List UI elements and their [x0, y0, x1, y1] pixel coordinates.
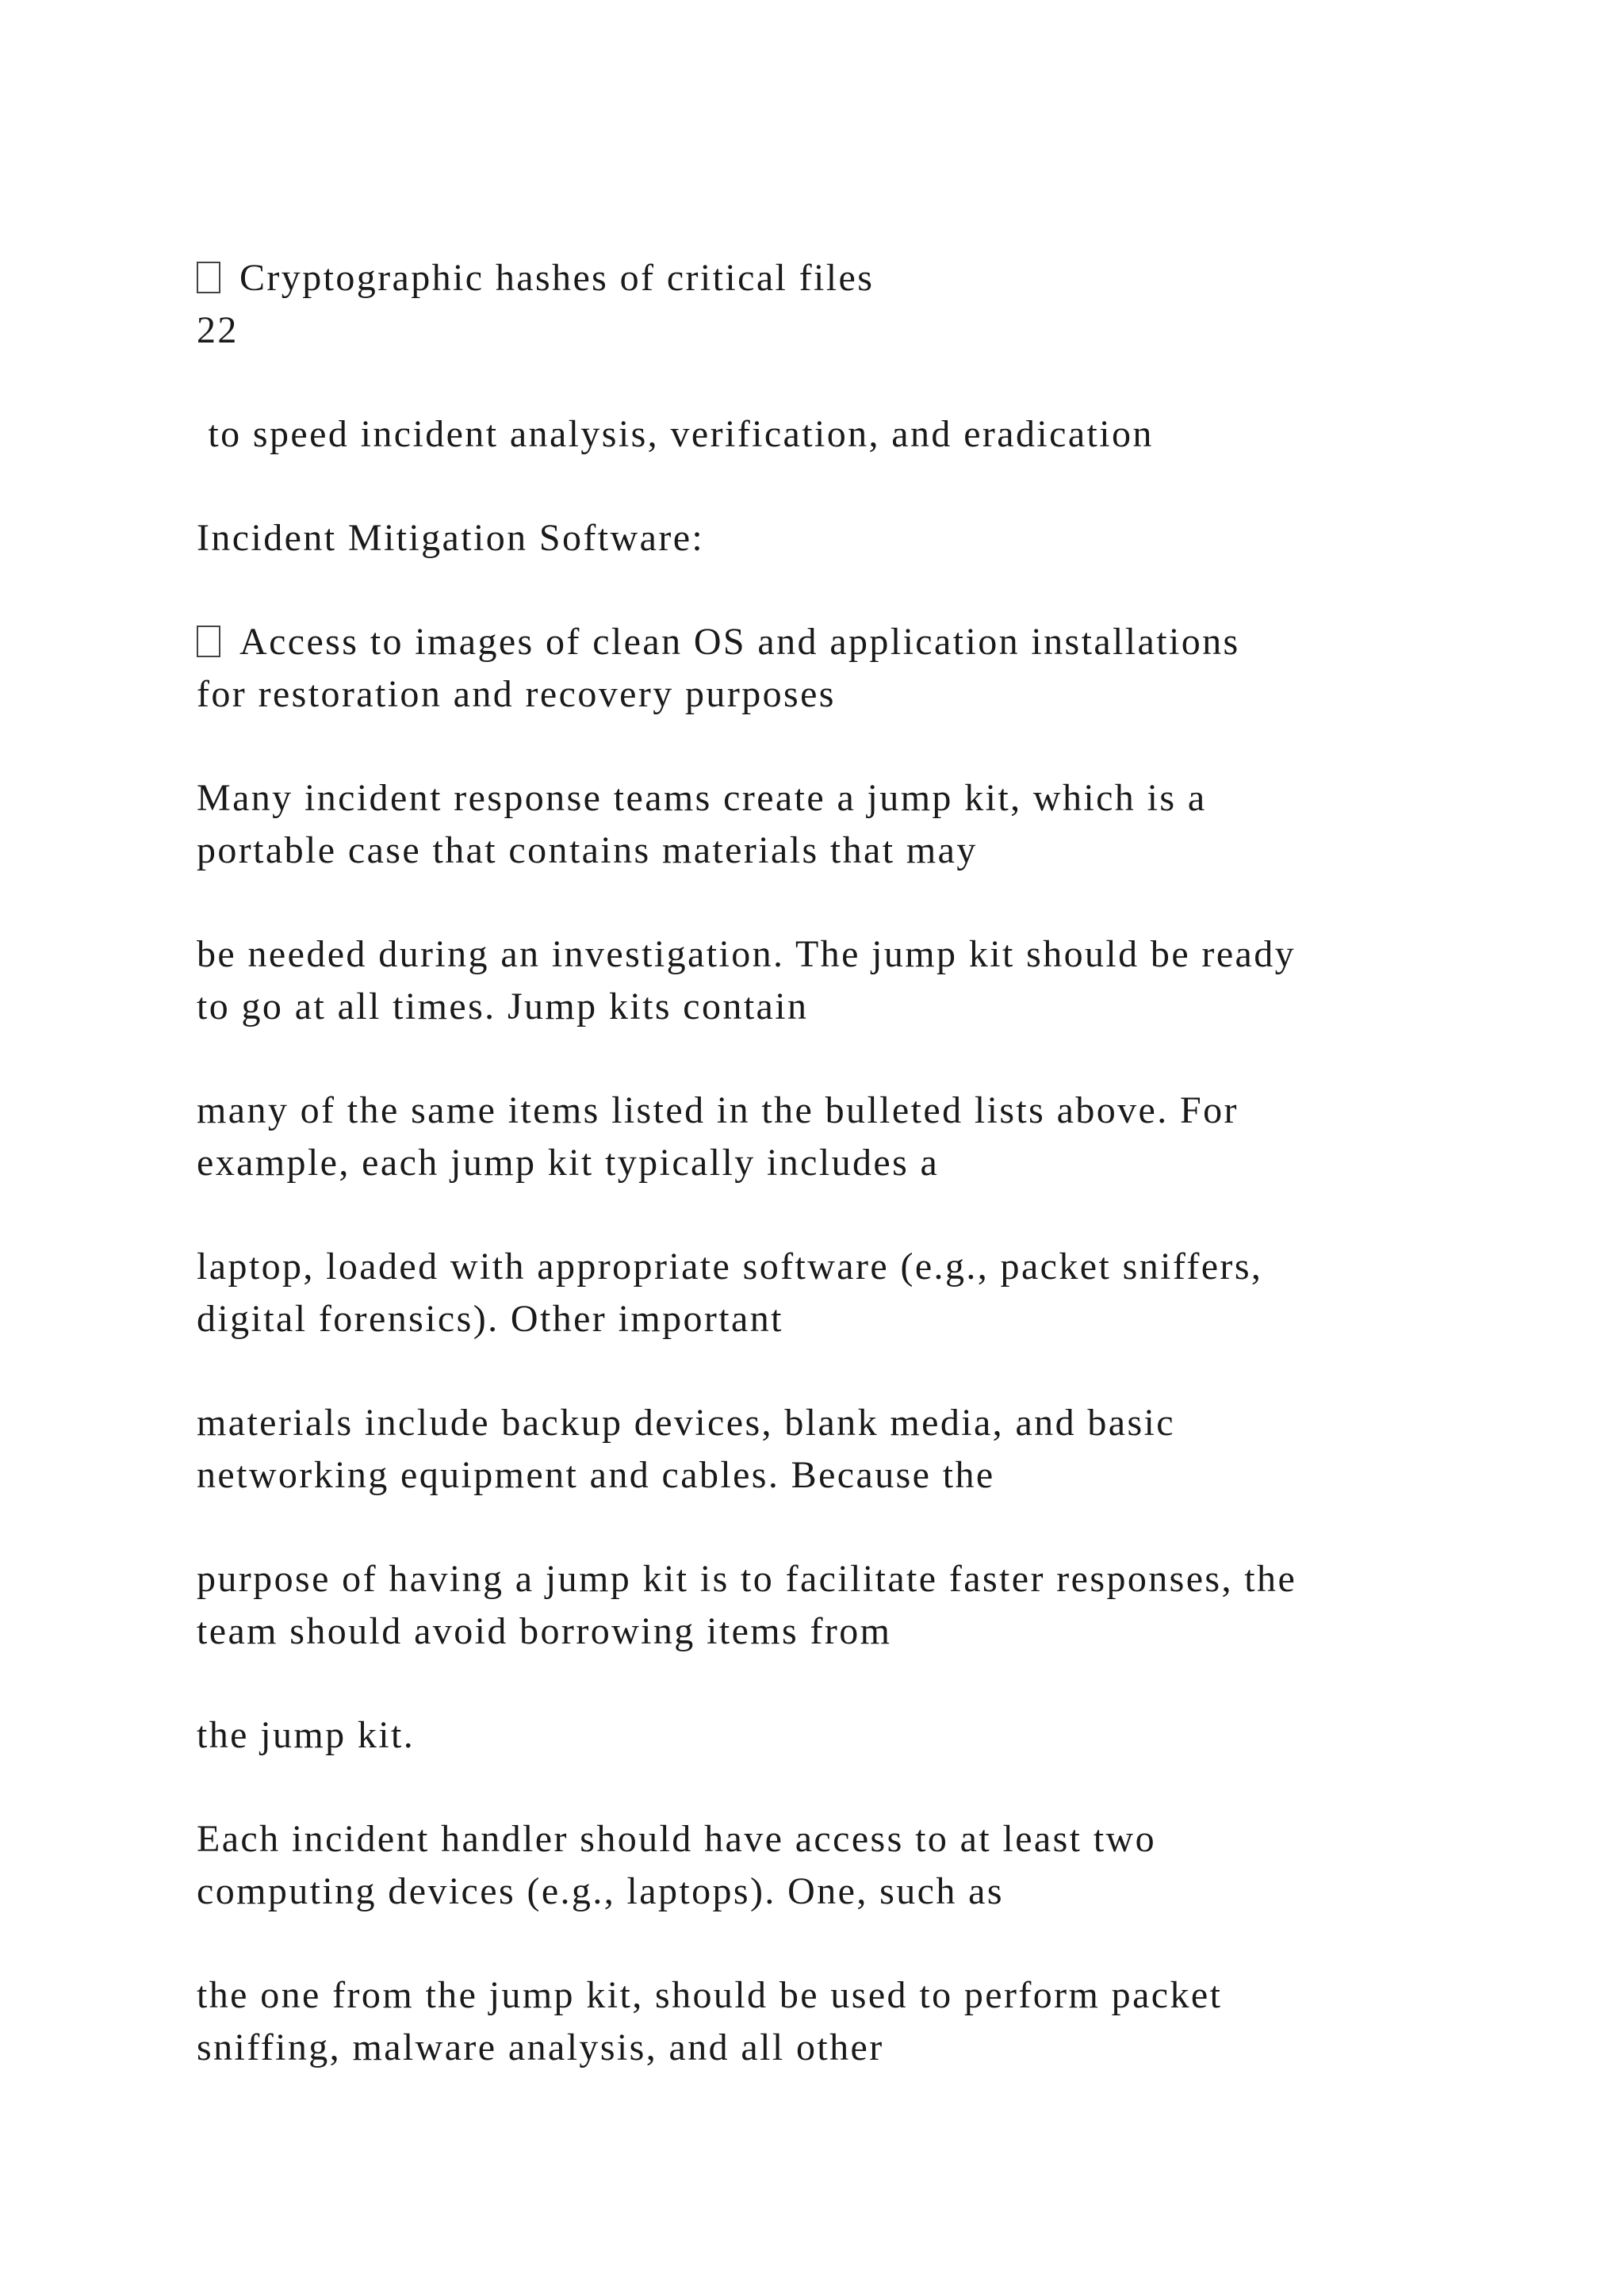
paragraph-line: digital forensics). Other important — [197, 1298, 783, 1340]
paragraph-gap — [197, 357, 1545, 408]
paragraph-line: laptop, loaded with appropriate software (e.g., packet sniffers, — [197, 1246, 1263, 1288]
paragraph-line: the one from the jump kit, should be used to perform packet — [197, 1974, 1223, 2016]
text-fragment: to speed incident analysis, verification, and eradication — [197, 413, 1154, 455]
paragraph-line: purpose of having a jump kit is to facilitate faster responses, the — [197, 1558, 1297, 1600]
paragraph-gap — [197, 1762, 1545, 1813]
paragraph-line: Each incident handler should have access to at least two — [197, 1818, 1157, 1860]
paragraph-line: team should avoid borrowing items from — [197, 1610, 892, 1652]
bullet-item-hashes — [197, 252, 1545, 304]
paragraph-line: example, each jump kit typically includes a — [197, 1142, 940, 1184]
paragraph-gap — [197, 1918, 1545, 1969]
paragraph-line: networking equipment and cables. Because the — [197, 1454, 995, 1496]
document-body — [197, 252, 1545, 2074]
bullet-item-text: Cryptographic hashes of critical files — [239, 257, 875, 299]
paragraph-gap — [197, 1502, 1545, 1553]
paragraph-gap — [197, 1345, 1545, 1397]
missing-glyph-bullet-icon — [197, 262, 220, 293]
bullet-item-text: Access to images of clean OS and application installations — [239, 621, 1240, 663]
paragraph-line: portable case that contains materials that may — [197, 829, 978, 871]
paragraph-gap — [197, 1189, 1545, 1241]
paragraph-line: materials include backup devices, blank media, and basic — [197, 1402, 1175, 1444]
missing-glyph-bullet-icon — [197, 626, 220, 657]
paragraph-gap — [197, 877, 1545, 928]
paragraph-line: the jump kit. — [197, 1714, 416, 1756]
paragraph-line: computing devices (e.g., laptops). One, such as — [197, 1870, 1004, 1912]
section-heading: Incident Mitigation Software: — [197, 517, 705, 559]
page-number: 22 — [197, 309, 239, 351]
paragraph-line: be needed during an investigation. The jump kit should be ready — [197, 933, 1297, 975]
paragraph-line: many of the same items listed in the bulleted lists above. For — [197, 1089, 1239, 1131]
paragraph-gap — [197, 564, 1545, 616]
paragraph-gap — [197, 721, 1545, 772]
bullet-item-images — [197, 616, 1545, 668]
bullet-item-continuation: for restoration and recovery purposes — [197, 673, 836, 715]
paragraph-gap — [197, 461, 1545, 512]
paragraph-line: to go at all times. Jump kits contain — [197, 985, 809, 1027]
paragraph-line: Many incident response teams create a jump kit, which is a — [197, 777, 1207, 819]
paragraph-gap — [197, 1033, 1545, 1085]
paragraph-gap — [197, 1658, 1545, 1709]
paragraph-line: sniffing, malware analysis, and all other — [197, 2026, 884, 2068]
